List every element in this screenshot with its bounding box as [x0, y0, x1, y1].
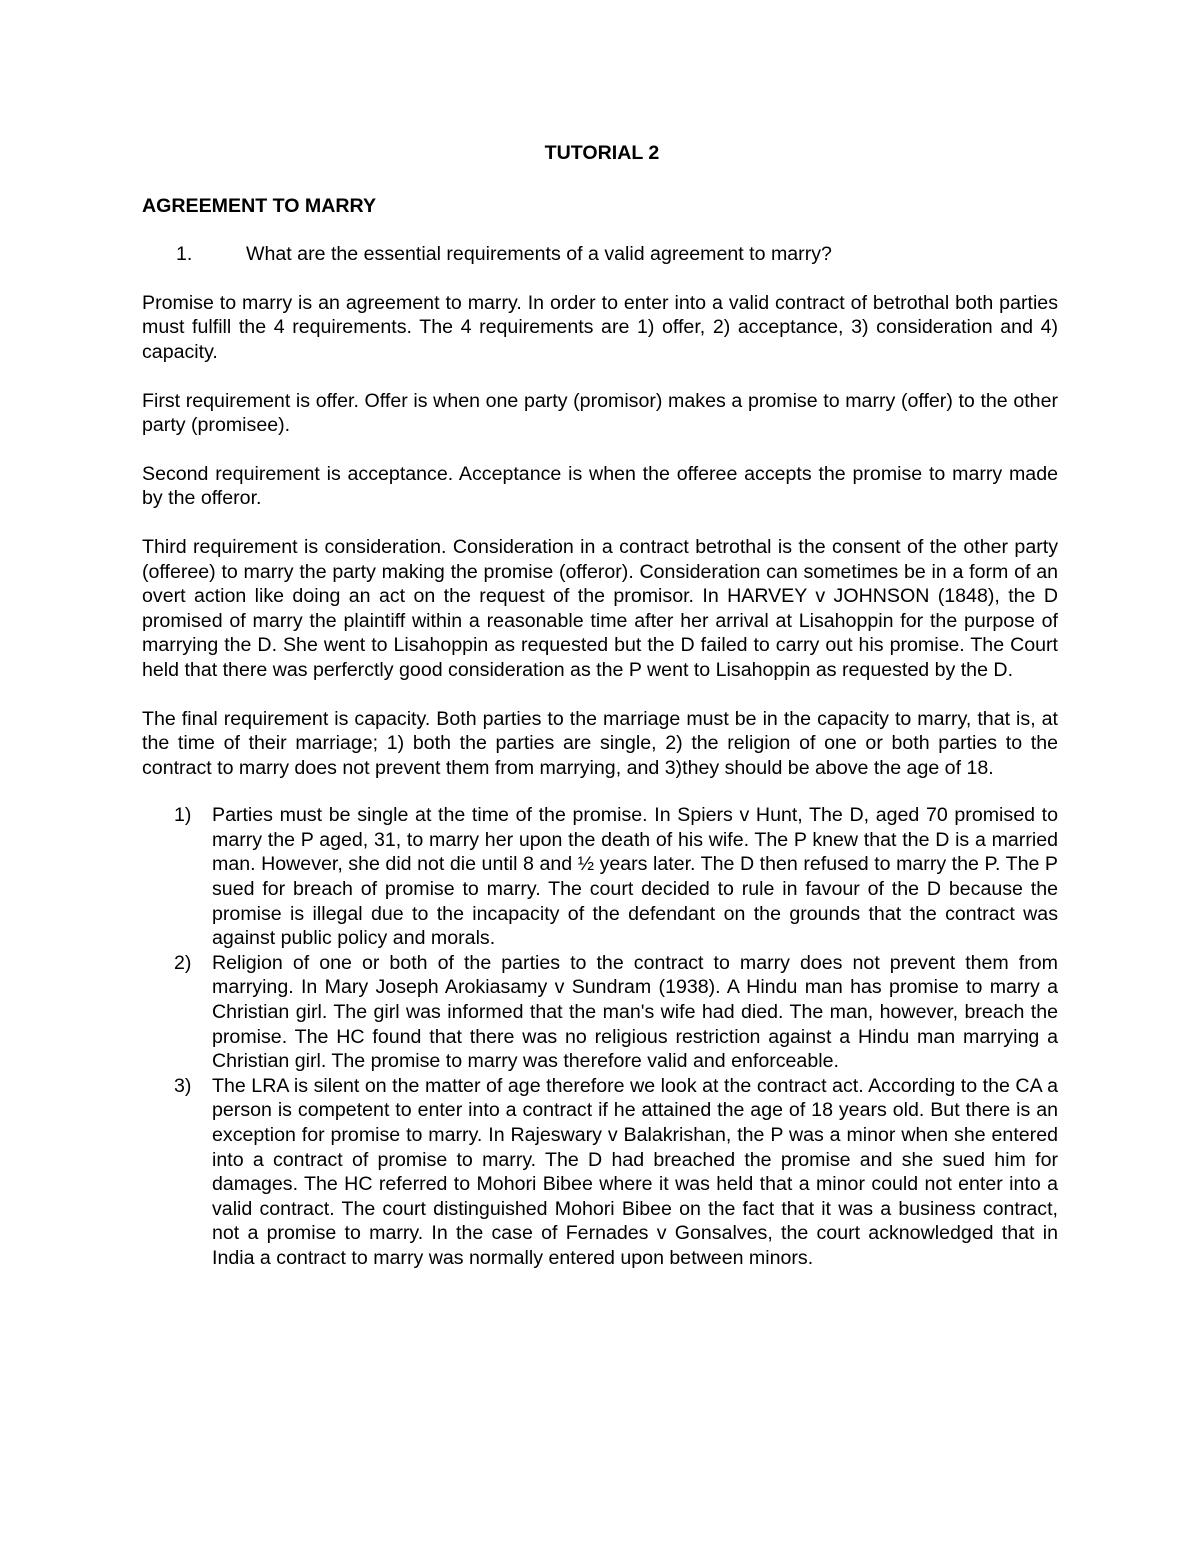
list-item — [142, 951, 1058, 1074]
section-heading: AGREEMENT TO MARRY — [142, 194, 377, 217]
question-1 — [176, 242, 1058, 267]
paragraph-capacity: The final requirement is capacity. Both parties to the marriage must be in the capacity to marry, that is, at the time of their marriage; 1) both the parties are single, 2) the religion of one or both parties to the contract to marry does not prevent them from marrying, and 3)they should be above the age of 18. — [142, 707, 1058, 779]
paragraph-acceptance: Second requirement is acceptance. Acceptance is when the offeree accepts the promise to marry made by the offeror. — [142, 462, 1058, 510]
list-item-number: 2) — [174, 951, 192, 974]
list-item-number: 3) — [174, 1074, 192, 1097]
list-item-number: 1) — [174, 804, 192, 827]
list-item-text: The LRA is silent on the matter of age therefore we look at the contract act. According to the CA a person is competent to enter into a contract if he attained the age of 18 years old. But there is an exception for promise to marry. In Rajeswary v Balakrishan, the P was a minor when she entered into a contract of promise to marry. The D had breached the promise and she sued him for damages. The HC referred to Mohori Bibee where it was held that a minor could not enter into a valid contract. The court distinguished Mohori Bibee on the fact that it was a business contract, not a promise to marry. In the case of Fernades v Gonsalves, the court acknowledged that in India a contract to marry was normally entered upon between minors. — [212, 1074, 1058, 1269]
question-number: 1. — [176, 243, 193, 266]
list-item — [142, 803, 1058, 951]
paragraph-offer: First requirement is offer. Offer is when one party (promisor) makes a promise to marry (offer) to the other party (promisee). — [142, 389, 1058, 437]
list-item — [142, 1074, 1058, 1271]
list-item-text: Religion of one or both of the parties to the contract to marry does not prevent them from marrying. In Mary Joseph Arokiasamy v Sundram (1938). A Hindu man has promise to marry a Christian girl. The girl was informed that the man's wife had died. The man, however, breach the promise. The HC found that there was no religious restriction against a Hindu man marrying a Christian girl. The promise to marry was therefore valid and enforceable. — [212, 951, 1058, 1073]
document-content — [142, 141, 1058, 1271]
paragraph-consideration: Third requirement is consideration. Consideration in a contract betrothal is the consent of the other party (offeree) to marry the party making the promise (offeror). Consideration can sometimes be in a form of an overt action like doing an act on the request of the promisor. In HARVEY v JOHNSON (1848), the D promised of marry the plaintiff within a reasonable time after her arrival at Lisahoppin for the purpose of marrying the D. She went to Lisahoppin as requested but the D failed to carry out his promise. The Court held that there was perferctly good consideration as the P went to Lisahoppin as requested by the D. — [142, 535, 1058, 681]
capacity-list — [142, 803, 1058, 1270]
document-title: TUTORIAL 2 — [544, 142, 660, 164]
list-item-text: Parties must be single at the time of the promise. In Spiers v Hunt, The D, aged 70 promised to marry the P aged, 31, to marry her upon the death of his wife. The P knew that the D is a married man. However, she did not die until 8 and ½ years later. The D then refused to marry the P. The P sued for breach of promise to marry. The court decided to rule in favour of the D because the promise is illegal due to the incapacity of the defendant on the grounds that the contract was against public policy and morals. — [212, 804, 1058, 950]
paragraph-intro: Promise to marry is an agreement to marry. In order to enter into a valid contract of betrothal both parties must fulfill the 4 requirements. The 4 requirements are 1) offer, 2) acceptance, 3) consideration and 4) capacity. — [142, 291, 1058, 363]
question-text: What are the essential requirements of a valid agreement to marry? — [246, 243, 832, 266]
